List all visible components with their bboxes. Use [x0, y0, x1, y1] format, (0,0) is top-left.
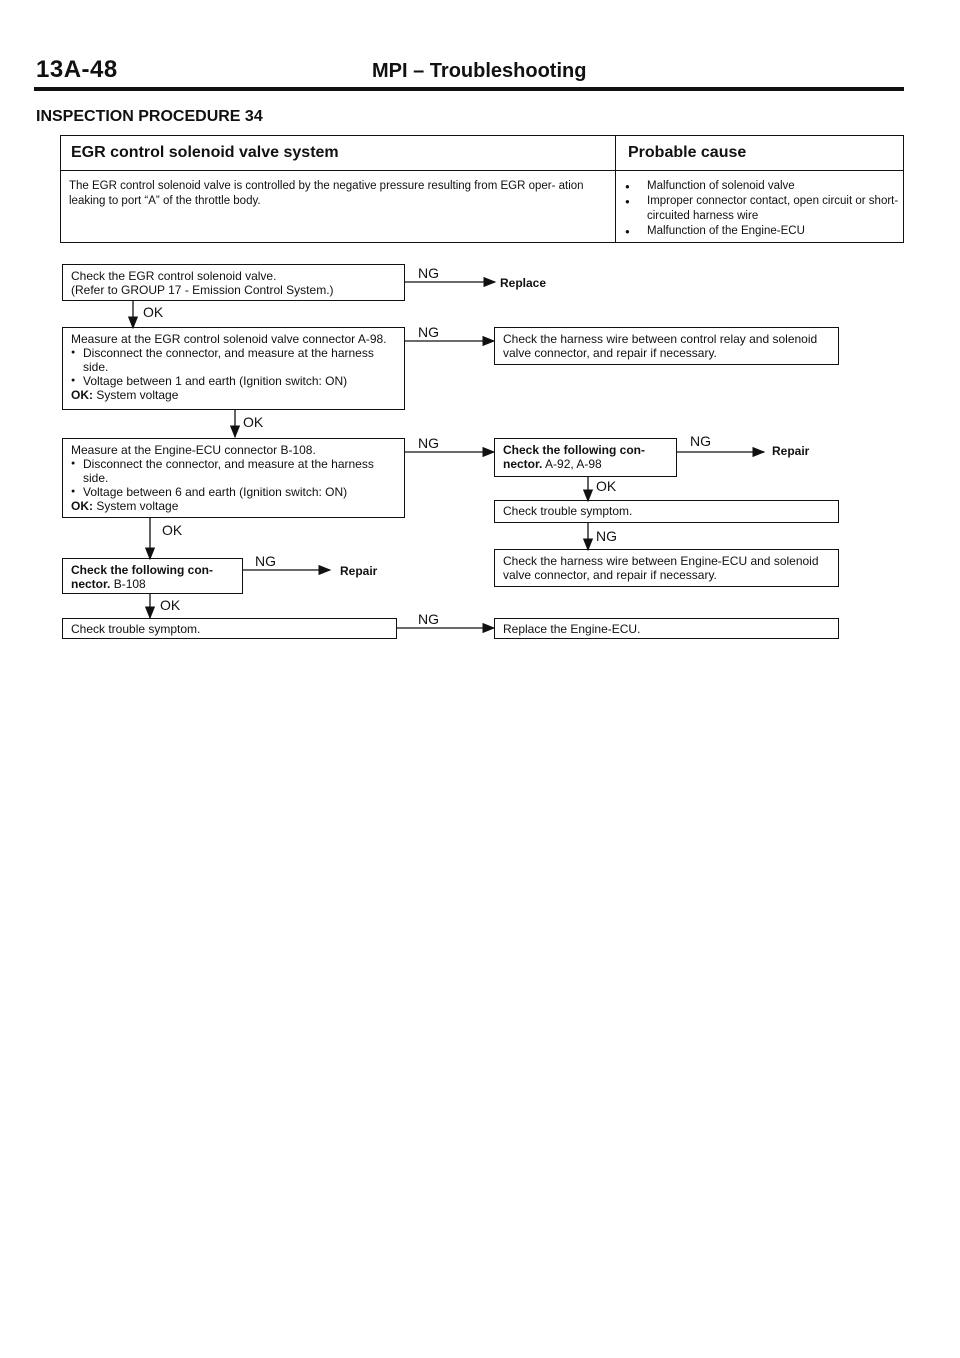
ok-label: OK [143, 304, 164, 320]
step2-line1: Measure at the EGR control solenoid valve connector A-98. [71, 332, 387, 346]
harness-check-box-2 [494, 549, 839, 587]
step4-bold: Check the following con- nector. [71, 563, 214, 591]
step4-value: B-108 [113, 577, 146, 591]
procedure-title: INSPECTION PROCEDURE 34 [36, 108, 263, 125]
ng-label: NG [418, 611, 439, 627]
step3-ok-value: System voltage [96, 499, 179, 513]
page-number: 13A-48 [36, 56, 118, 83]
ng-label: NG [690, 433, 711, 449]
step1-line2: (Refer to GROUP 17 - Emission Control System.) [71, 283, 334, 297]
replace-ecu-text: Replace the Engine-ECU. [503, 622, 641, 636]
cause-item: ● Malfunction of solenoid valve [623, 179, 899, 194]
step4-box [62, 558, 243, 594]
step2-bullet2: ● Voltage between 1 and earth (Ignition switch: ON) [71, 374, 396, 388]
harness-check-box-1 [494, 327, 839, 365]
repair-result-2: Repair [340, 564, 378, 578]
ok-label: OK [243, 414, 264, 430]
step2-ok [71, 388, 396, 402]
step3-bullet1: ● Disconnect the connector, and measure at the harness side. [71, 457, 396, 485]
step1-box [62, 264, 405, 301]
replace-result: Replace [500, 276, 547, 290]
replace-ecu-box [494, 618, 839, 639]
ok-label: OK [162, 522, 183, 538]
step2-box [62, 327, 405, 410]
connector-check-box [494, 438, 677, 477]
ng-label: NG [418, 265, 439, 281]
step3-line1: Measure at the Engine-ECU connector B-108. [71, 443, 316, 457]
trouble-symptom-box-2 [494, 500, 839, 523]
ng-label: NG [418, 435, 439, 451]
step1-line1: Check the EGR control solenoid valve. [71, 269, 277, 283]
step2-ok-label: OK: [71, 388, 93, 402]
step5-text: Check trouble symptom. [71, 622, 201, 636]
step3-box [62, 438, 405, 518]
step2-bullet1: ● Disconnect the connector, and measure at the harness side. [71, 346, 396, 374]
connector-check-value: A-92, A-98 [545, 457, 602, 471]
trouble-symptom-text-2: Check trouble symptom. [503, 504, 633, 518]
cause-item: ● Malfunction of the Engine-ECU [623, 224, 899, 239]
ng-label: NG [255, 553, 276, 569]
ng-label: NG [418, 324, 439, 340]
step5-box [62, 618, 397, 639]
step3-ok [71, 499, 396, 513]
system-heading: EGR control solenoid valve system [71, 144, 339, 161]
ok-label: OK [596, 478, 617, 494]
ng-label: NG [596, 528, 617, 544]
cause-item: ● Improper connector contact, open circuit or short-circuited harness wire [623, 194, 899, 224]
step2-ok-value: System voltage [96, 388, 179, 402]
section-title: MPI – Troubleshooting [372, 60, 587, 82]
step3-ok-label: OK: [71, 499, 93, 513]
step3-bullet2: ● Voltage between 6 and earth (Ignition switch: ON) [71, 485, 396, 499]
system-description: The EGR control solenoid valve is controlled by the negative pressure resulting from EGR oper- ation leaking to port “A” of the throttle body. [69, 180, 584, 207]
ok-label: OK [160, 597, 181, 613]
probable-cause-heading: Probable cause [628, 144, 747, 161]
connector-check-bold: Check the following con- nector. [503, 443, 646, 471]
harness-check-text-2: Check the harness wire between Engine-ECU and solenoid valve connector, and repair if necessary. [503, 554, 819, 582]
repair-result-1: Repair [772, 444, 810, 458]
harness-check-text-1: Check the harness wire between control relay and solenoid valve connector, and repair if necessary. [503, 332, 818, 360]
